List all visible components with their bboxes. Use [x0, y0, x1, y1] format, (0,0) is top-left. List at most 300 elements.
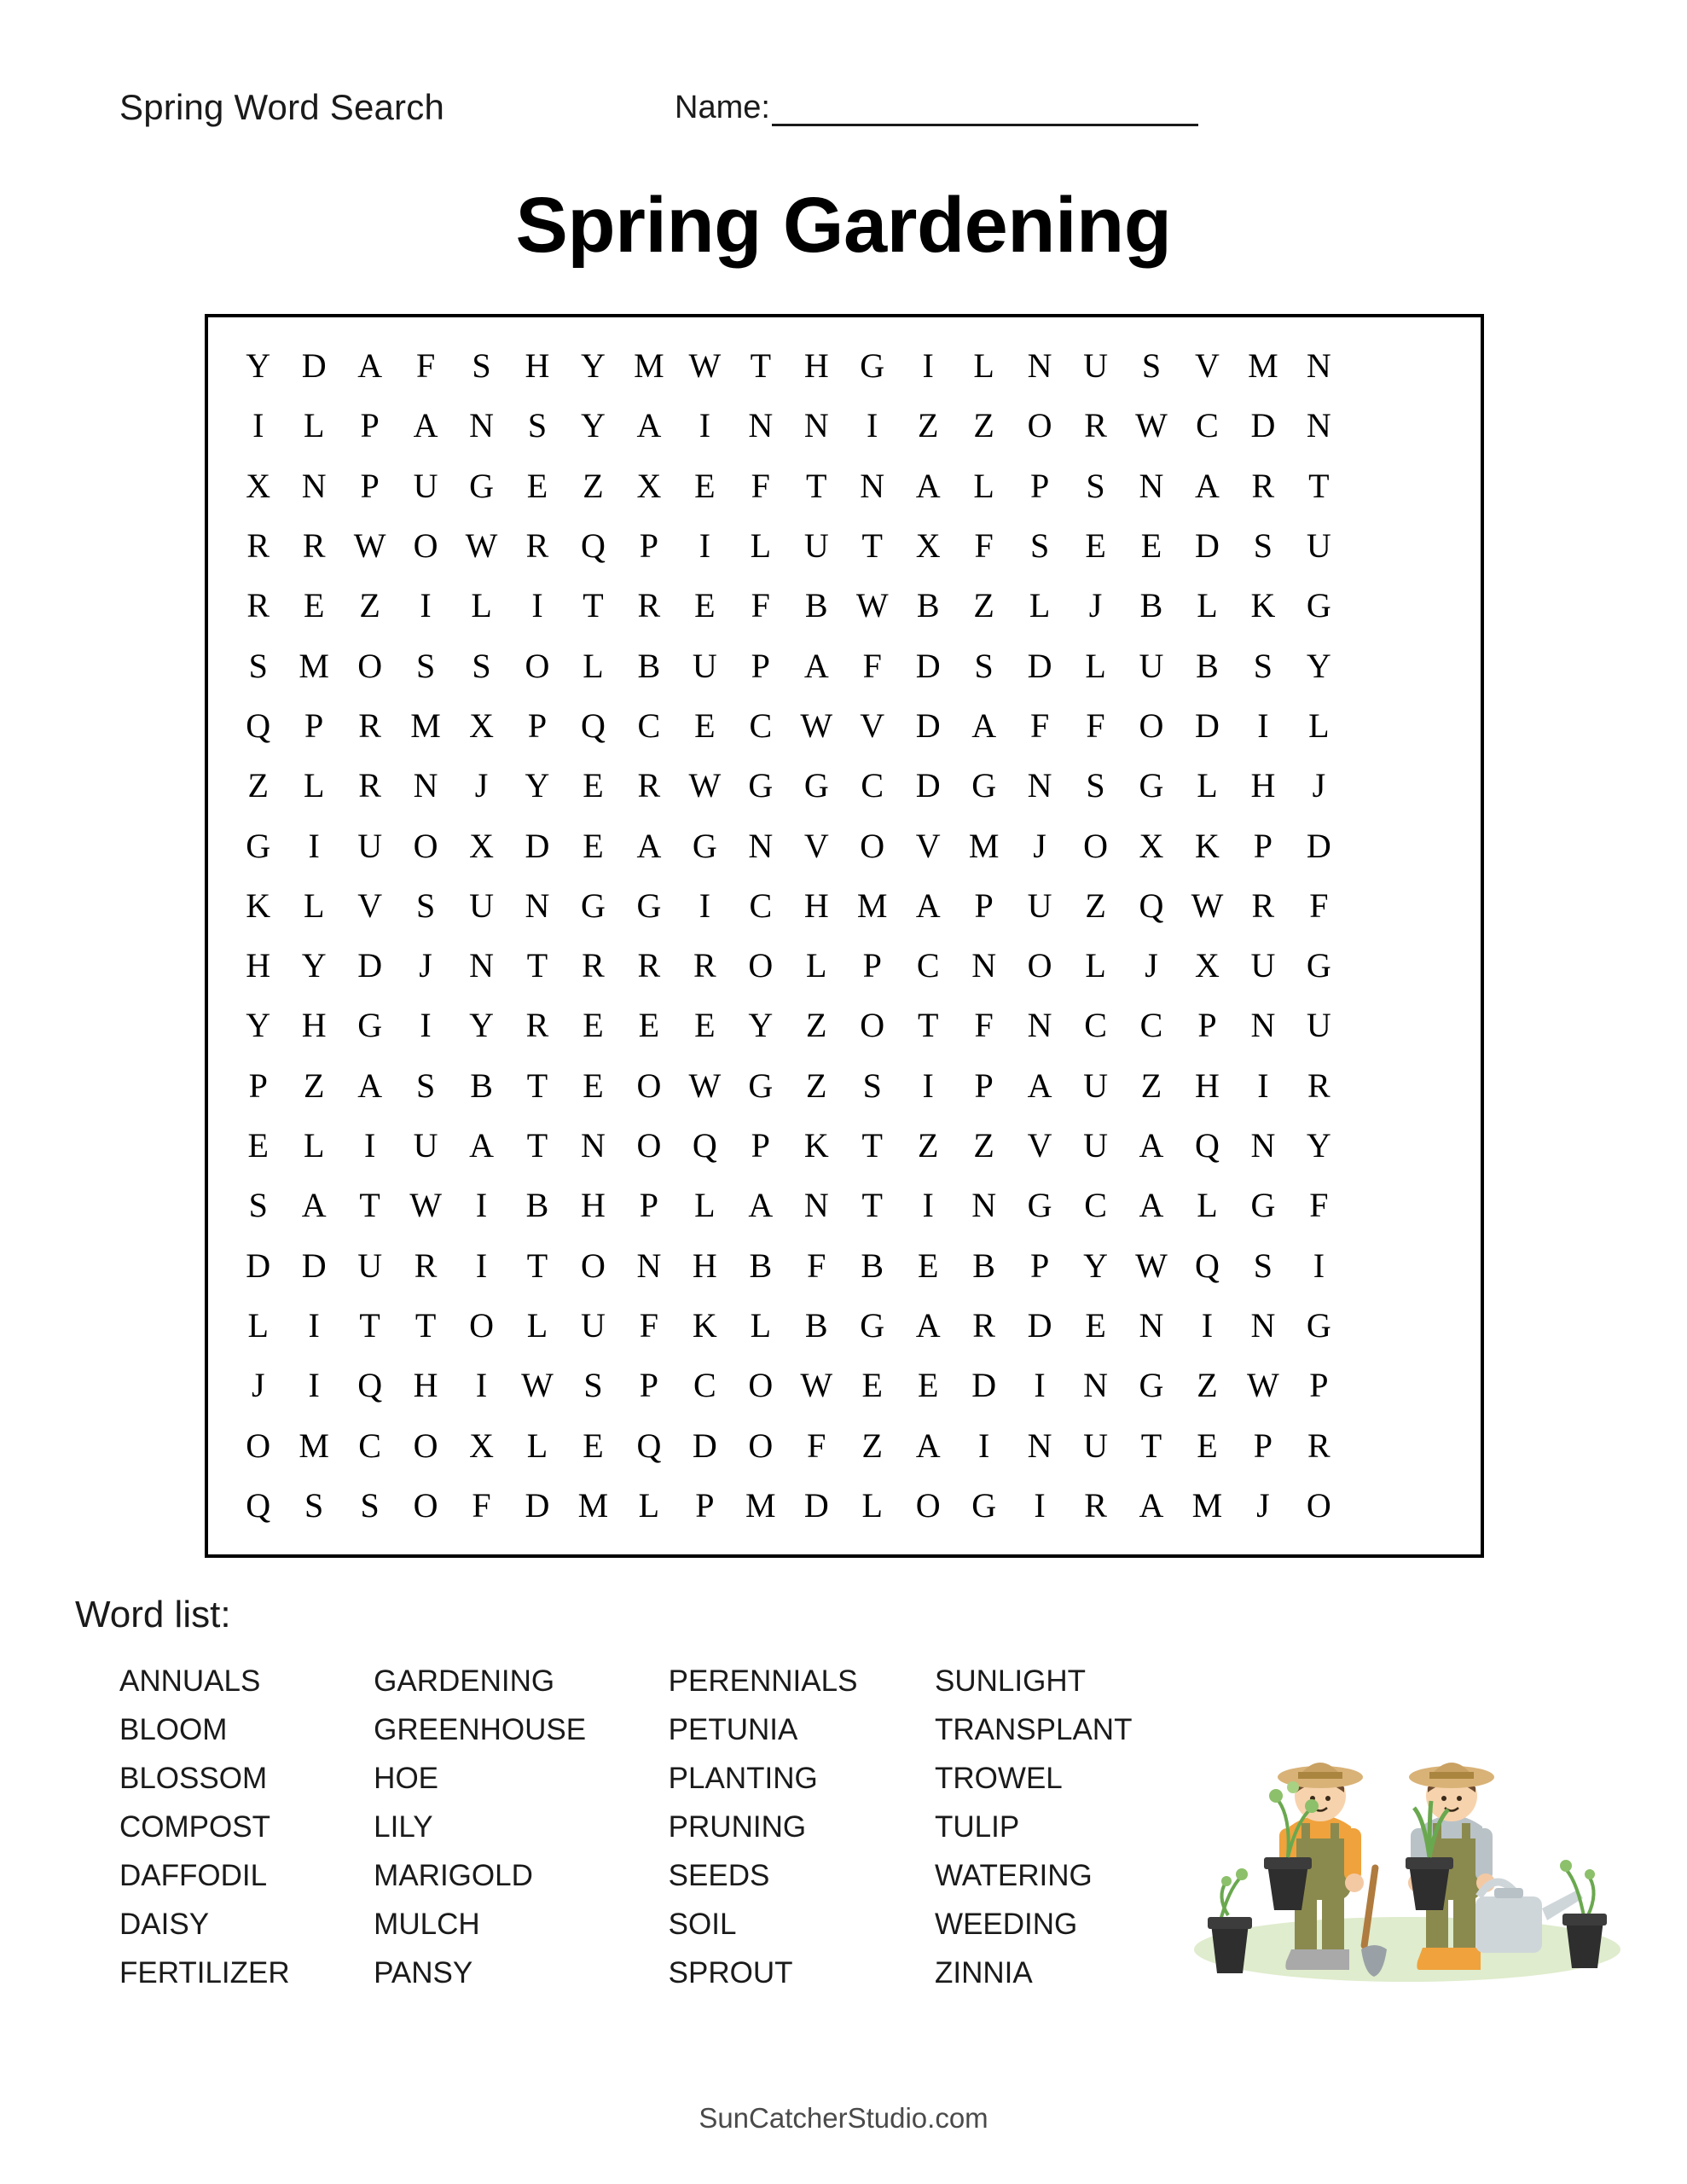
grid-cell[interactable]: B: [861, 1246, 884, 1285]
grid-cell[interactable]: I: [922, 346, 934, 386]
grid-cell[interactable]: O: [357, 646, 383, 685]
name-input-line[interactable]: [772, 95, 1198, 126]
grid-cell[interactable]: O: [1139, 706, 1164, 745]
grid-cell[interactable]: E: [694, 466, 716, 505]
grid-cell[interactable]: Z: [917, 1126, 939, 1165]
grid-cell[interactable]: I: [475, 1186, 488, 1225]
grid-cell[interactable]: B: [972, 1246, 995, 1285]
grid-cell[interactable]: Z: [303, 1066, 325, 1105]
grid-cell[interactable]: P: [1253, 826, 1273, 865]
grid-cell[interactable]: Q: [581, 526, 606, 566]
grid-cell[interactable]: S: [472, 646, 491, 685]
grid-cell[interactable]: Z: [917, 406, 939, 445]
grid-cell[interactable]: M: [1191, 1485, 1223, 1525]
grid-cell[interactable]: T: [526, 1066, 548, 1105]
grid-cell[interactable]: A: [636, 406, 662, 445]
grid-cell[interactable]: I: [922, 1066, 934, 1105]
grid-cell[interactable]: T: [359, 1305, 380, 1345]
grid-cell[interactable]: B: [1139, 586, 1163, 625]
grid-cell[interactable]: N: [748, 826, 774, 865]
grid-cell[interactable]: L: [1308, 706, 1330, 745]
grid-cell[interactable]: U: [1083, 346, 1108, 386]
grid-cell[interactable]: G: [748, 1066, 774, 1105]
grid-cell[interactable]: E: [917, 1246, 939, 1285]
grid-cell[interactable]: I: [363, 1126, 376, 1165]
grid-cell[interactable]: N: [971, 1186, 997, 1225]
grid-cell[interactable]: I: [531, 586, 543, 625]
grid-cell[interactable]: Q: [246, 1485, 271, 1525]
grid-cell[interactable]: B: [916, 586, 940, 625]
grid-cell[interactable]: P: [695, 1485, 715, 1525]
grid-cell[interactable]: E: [583, 1426, 604, 1465]
grid-cell[interactable]: W: [521, 1366, 554, 1405]
grid-cell[interactable]: D: [1306, 826, 1331, 865]
grid-cell[interactable]: Y: [1306, 646, 1331, 685]
grid-cell[interactable]: S: [415, 886, 436, 925]
grid-cell[interactable]: D: [246, 1246, 271, 1285]
grid-cell[interactable]: D: [915, 706, 941, 745]
grid-cell[interactable]: I: [1313, 1246, 1325, 1285]
grid-cell[interactable]: P: [304, 706, 324, 745]
grid-cell[interactable]: Z: [973, 586, 994, 625]
grid-cell[interactable]: Q: [1139, 886, 1164, 925]
grid-cell[interactable]: D: [915, 766, 941, 805]
grid-cell[interactable]: C: [693, 1366, 716, 1405]
grid-cell[interactable]: A: [357, 346, 383, 386]
grid-cell[interactable]: C: [916, 946, 940, 985]
grid-cell[interactable]: D: [692, 1426, 717, 1465]
grid-cell[interactable]: O: [1027, 406, 1052, 445]
word-search-grid[interactable]: [205, 314, 1484, 1558]
grid-cell[interactable]: O: [413, 826, 438, 865]
grid-cell[interactable]: Z: [973, 1126, 994, 1165]
grid-cell[interactable]: U: [1139, 646, 1164, 685]
grid-cell[interactable]: T: [1308, 466, 1330, 505]
grid-cell[interactable]: U: [1083, 1126, 1108, 1165]
grid-cell[interactable]: A: [748, 1186, 774, 1225]
grid-cell[interactable]: O: [246, 1426, 271, 1465]
grid-cell[interactable]: K: [246, 886, 271, 925]
grid-cell[interactable]: I: [1257, 1066, 1269, 1105]
grid-cell[interactable]: P: [639, 526, 659, 566]
grid-cell[interactable]: P: [639, 1366, 659, 1405]
grid-cell[interactable]: R: [1307, 1426, 1330, 1465]
grid-cell[interactable]: E: [583, 826, 604, 865]
grid-cell[interactable]: G: [860, 346, 885, 386]
grid-cell[interactable]: A: [915, 886, 941, 925]
grid-cell[interactable]: T: [806, 466, 827, 505]
grid-cell[interactable]: N: [1083, 1366, 1108, 1405]
grid-cell[interactable]: L: [694, 1186, 716, 1225]
grid-cell[interactable]: R: [1307, 1066, 1330, 1105]
grid-cell[interactable]: C: [861, 766, 884, 805]
grid-cell[interactable]: S: [472, 346, 491, 386]
grid-cell[interactable]: L: [526, 1305, 548, 1345]
grid-cell[interactable]: Z: [1140, 1066, 1162, 1105]
grid-cell[interactable]: A: [915, 1305, 941, 1345]
grid-cell[interactable]: N: [1139, 466, 1164, 505]
grid-cell[interactable]: Y: [748, 1006, 774, 1045]
grid-cell[interactable]: G: [1306, 946, 1331, 985]
grid-cell[interactable]: I: [699, 406, 711, 445]
grid-cell[interactable]: E: [917, 1366, 939, 1405]
grid-cell[interactable]: W: [1191, 886, 1224, 925]
grid-cell[interactable]: N: [581, 1126, 606, 1165]
grid-cell[interactable]: E: [583, 766, 604, 805]
grid-cell[interactable]: Q: [692, 1126, 717, 1165]
grid-cell[interactable]: S: [862, 1066, 882, 1105]
grid-cell[interactable]: G: [1027, 1186, 1052, 1225]
grid-cell[interactable]: V: [860, 706, 885, 745]
grid-cell[interactable]: X: [469, 706, 494, 745]
grid-cell[interactable]: Z: [806, 1066, 827, 1105]
grid-cell[interactable]: Q: [357, 1366, 383, 1405]
grid-cell[interactable]: T: [917, 1006, 939, 1045]
grid-cell[interactable]: A: [1139, 1485, 1164, 1525]
grid-cell[interactable]: Q: [636, 1426, 662, 1465]
grid-cell[interactable]: W: [800, 706, 833, 745]
grid-cell[interactable]: F: [1086, 706, 1105, 745]
grid-cell[interactable]: L: [1197, 766, 1218, 805]
grid-cell[interactable]: Y: [1306, 1126, 1331, 1165]
grid-cell[interactable]: R: [358, 766, 381, 805]
grid-cell[interactable]: M: [634, 346, 664, 386]
grid-cell[interactable]: U: [1083, 1066, 1108, 1105]
grid-cell[interactable]: Y: [246, 346, 271, 386]
grid-cell[interactable]: S: [1029, 526, 1050, 566]
grid-cell[interactable]: X: [915, 526, 941, 566]
grid-cell[interactable]: R: [414, 1246, 438, 1285]
grid-cell[interactable]: B: [1196, 646, 1219, 685]
grid-cell[interactable]: I: [1201, 1305, 1214, 1345]
grid-cell[interactable]: P: [360, 406, 380, 445]
grid-cell[interactable]: N: [1306, 346, 1331, 386]
grid-cell[interactable]: G: [469, 466, 494, 505]
grid-cell[interactable]: W: [1247, 1366, 1279, 1405]
grid-cell[interactable]: V: [1195, 346, 1220, 386]
grid-cell[interactable]: O: [636, 1126, 662, 1165]
grid-cell[interactable]: L: [861, 1485, 883, 1525]
grid-cell[interactable]: I: [1034, 1366, 1046, 1405]
grid-cell[interactable]: T: [750, 346, 772, 386]
grid-cell[interactable]: E: [1085, 1305, 1106, 1345]
grid-cell[interactable]: I: [475, 1366, 488, 1405]
grid-cell[interactable]: D: [301, 346, 327, 386]
grid-cell[interactable]: U: [692, 646, 717, 685]
grid-cell[interactable]: F: [415, 346, 436, 386]
grid-cell[interactable]: M: [577, 1485, 609, 1525]
grid-cell[interactable]: A: [636, 826, 662, 865]
grid-cell[interactable]: N: [301, 466, 327, 505]
grid-cell[interactable]: N: [1027, 766, 1052, 805]
grid-cell[interactable]: K: [692, 1305, 717, 1345]
grid-cell[interactable]: R: [525, 1006, 549, 1045]
grid-cell[interactable]: D: [357, 946, 383, 985]
grid-cell[interactable]: L: [303, 886, 325, 925]
grid-cell[interactable]: P: [248, 1066, 268, 1105]
grid-cell[interactable]: S: [304, 1485, 324, 1525]
grid-cell[interactable]: H: [581, 1186, 606, 1225]
grid-cell[interactable]: N: [1027, 1006, 1052, 1045]
grid-cell[interactable]: H: [692, 1246, 717, 1285]
grid-cell[interactable]: X: [636, 466, 662, 505]
grid-cell[interactable]: U: [469, 886, 494, 925]
grid-cell[interactable]: F: [974, 1006, 994, 1045]
grid-cell[interactable]: E: [694, 706, 716, 745]
grid-cell[interactable]: S: [415, 646, 436, 685]
grid-cell[interactable]: X: [469, 826, 494, 865]
grid-cell[interactable]: O: [748, 946, 774, 985]
grid-cell[interactable]: G: [860, 1305, 885, 1345]
grid-cell[interactable]: A: [469, 1126, 494, 1165]
grid-cell[interactable]: Q: [1195, 1126, 1220, 1165]
grid-cell[interactable]: G: [803, 766, 829, 805]
grid-cell[interactable]: Y: [581, 346, 606, 386]
grid-cell[interactable]: V: [803, 826, 829, 865]
grid-cell[interactable]: C: [1084, 1186, 1107, 1225]
grid-cell[interactable]: O: [915, 1485, 941, 1525]
grid-cell[interactable]: A: [915, 466, 941, 505]
grid-cell[interactable]: K: [803, 1126, 829, 1165]
grid-cell[interactable]: J: [1088, 586, 1103, 625]
grid-cell[interactable]: A: [803, 646, 829, 685]
grid-cell[interactable]: S: [1253, 526, 1273, 566]
grid-cell[interactable]: L: [1029, 586, 1051, 625]
grid-cell[interactable]: N: [1139, 1305, 1164, 1345]
grid-cell[interactable]: J: [251, 1366, 265, 1405]
grid-cell[interactable]: R: [637, 586, 661, 625]
grid-cell[interactable]: N: [469, 946, 494, 985]
grid-cell[interactable]: Z: [359, 586, 380, 625]
grid-cell[interactable]: N: [1250, 1305, 1276, 1345]
grid-cell[interactable]: A: [1139, 1126, 1164, 1165]
grid-cell[interactable]: L: [1085, 946, 1106, 985]
grid-cell[interactable]: G: [692, 826, 717, 865]
grid-cell[interactable]: D: [915, 646, 941, 685]
grid-cell[interactable]: A: [1139, 1186, 1164, 1225]
grid-cell[interactable]: D: [1195, 526, 1220, 566]
grid-cell[interactable]: P: [862, 946, 882, 985]
grid-cell[interactable]: X: [246, 466, 271, 505]
grid-cell[interactable]: K: [1195, 826, 1220, 865]
grid-cell[interactable]: Z: [806, 1006, 827, 1045]
grid-cell[interactable]: O: [413, 1426, 438, 1465]
grid-cell[interactable]: H: [246, 946, 271, 985]
grid-cell[interactable]: M: [856, 886, 888, 925]
grid-cell[interactable]: W: [353, 526, 386, 566]
grid-cell[interactable]: Y: [469, 1006, 494, 1045]
grid-cell[interactable]: I: [699, 886, 711, 925]
grid-cell[interactable]: O: [860, 826, 885, 865]
grid-cell[interactable]: D: [1195, 706, 1220, 745]
grid-cell[interactable]: R: [1084, 1485, 1107, 1525]
grid-cell[interactable]: O: [748, 1426, 774, 1465]
grid-cell[interactable]: F: [639, 1305, 659, 1345]
grid-cell[interactable]: J: [1256, 1485, 1270, 1525]
grid-cell[interactable]: N: [636, 1246, 662, 1285]
grid-cell[interactable]: P: [1309, 1366, 1329, 1405]
grid-cell[interactable]: Z: [247, 766, 269, 805]
grid-cell[interactable]: E: [694, 1006, 716, 1045]
grid-cell[interactable]: H: [803, 886, 829, 925]
grid-cell[interactable]: N: [803, 1186, 829, 1225]
grid-cell[interactable]: R: [525, 526, 549, 566]
grid-cell[interactable]: A: [1195, 466, 1220, 505]
grid-cell[interactable]: I: [922, 1186, 934, 1225]
grid-cell[interactable]: D: [525, 826, 550, 865]
grid-cell[interactable]: X: [469, 1426, 494, 1465]
grid-cell[interactable]: N: [1306, 406, 1331, 445]
grid-cell[interactable]: E: [1085, 526, 1106, 566]
grid-cell[interactable]: H: [1195, 1066, 1220, 1105]
grid-cell[interactable]: E: [583, 1066, 604, 1105]
grid-cell[interactable]: E: [1140, 526, 1162, 566]
grid-cell[interactable]: E: [303, 586, 325, 625]
grid-cell[interactable]: T: [359, 1186, 380, 1225]
grid-cell[interactable]: R: [637, 946, 661, 985]
grid-cell[interactable]: D: [525, 1485, 550, 1525]
grid-cell[interactable]: U: [1027, 886, 1052, 925]
grid-cell[interactable]: O: [860, 1006, 885, 1045]
grid-cell[interactable]: G: [971, 766, 997, 805]
grid-cell[interactable]: I: [252, 406, 264, 445]
grid-cell[interactable]: S: [583, 1366, 603, 1405]
grid-cell[interactable]: T: [526, 946, 548, 985]
grid-cell[interactable]: U: [413, 1126, 438, 1165]
grid-cell[interactable]: U: [413, 466, 438, 505]
grid-cell[interactable]: C: [358, 1426, 381, 1465]
grid-cell[interactable]: H: [413, 1366, 438, 1405]
grid-cell[interactable]: G: [971, 1485, 997, 1525]
grid-cell[interactable]: Y: [1083, 1246, 1108, 1285]
grid-cell[interactable]: L: [471, 586, 492, 625]
grid-cell[interactable]: D: [1250, 406, 1276, 445]
grid-cell[interactable]: F: [807, 1426, 826, 1465]
grid-cell[interactable]: I: [1257, 706, 1269, 745]
grid-cell[interactable]: R: [246, 526, 270, 566]
grid-cell[interactable]: P: [1197, 1006, 1217, 1045]
grid-cell[interactable]: P: [639, 1186, 659, 1225]
grid-cell[interactable]: D: [971, 1366, 997, 1405]
grid-cell[interactable]: B: [749, 1246, 773, 1285]
grid-cell[interactable]: C: [1084, 1006, 1107, 1045]
grid-cell[interactable]: S: [360, 1485, 380, 1525]
grid-cell[interactable]: E: [526, 466, 548, 505]
grid-cell[interactable]: N: [413, 766, 438, 805]
grid-cell[interactable]: R: [972, 1305, 995, 1345]
grid-cell[interactable]: C: [749, 706, 773, 745]
grid-cell[interactable]: G: [1306, 586, 1331, 625]
grid-cell[interactable]: J: [474, 766, 489, 805]
grid-cell[interactable]: L: [1197, 586, 1218, 625]
grid-cell[interactable]: F: [1029, 706, 1050, 745]
grid-cell[interactable]: Q: [581, 706, 606, 745]
grid-cell[interactable]: P: [1029, 1246, 1050, 1285]
grid-cell[interactable]: H: [803, 346, 829, 386]
grid-cell[interactable]: I: [308, 826, 320, 865]
grid-cell[interactable]: N: [748, 406, 774, 445]
grid-cell[interactable]: S: [1086, 466, 1105, 505]
grid-cell[interactable]: R: [358, 706, 381, 745]
grid-cell[interactable]: G: [748, 766, 774, 805]
grid-cell[interactable]: S: [248, 646, 268, 685]
grid-cell[interactable]: J: [1312, 766, 1326, 805]
grid-cell[interactable]: R: [246, 586, 270, 625]
grid-cell[interactable]: V: [1027, 1126, 1052, 1165]
grid-cell[interactable]: F: [807, 1246, 826, 1285]
grid-cell[interactable]: U: [1083, 1426, 1108, 1465]
grid-cell[interactable]: X: [1195, 946, 1220, 985]
grid-cell[interactable]: Y: [525, 766, 550, 805]
grid-cell[interactable]: C: [637, 706, 661, 745]
grid-cell[interactable]: N: [860, 466, 885, 505]
grid-cell[interactable]: L: [303, 1126, 325, 1165]
grid-cell[interactable]: U: [357, 826, 383, 865]
grid-cell[interactable]: S: [1141, 346, 1162, 386]
grid-cell[interactable]: G: [357, 1006, 383, 1045]
grid-cell[interactable]: L: [1085, 646, 1106, 685]
grid-cell[interactable]: B: [470, 1066, 493, 1105]
grid-cell[interactable]: L: [638, 1485, 660, 1525]
grid-cell[interactable]: O: [1083, 826, 1108, 865]
grid-cell[interactable]: N: [525, 886, 550, 925]
grid-cell[interactable]: C: [1139, 1006, 1163, 1045]
grid-cell[interactable]: R: [582, 946, 605, 985]
grid-cell[interactable]: S: [527, 406, 548, 445]
grid-cell[interactable]: L: [1197, 1186, 1218, 1225]
grid-cell[interactable]: L: [303, 406, 325, 445]
grid-cell[interactable]: A: [971, 706, 997, 745]
grid-cell[interactable]: I: [699, 526, 711, 566]
grid-cell[interactable]: I: [867, 406, 878, 445]
grid-cell[interactable]: U: [357, 1246, 383, 1285]
grid-cell[interactable]: H: [1250, 766, 1276, 805]
grid-cell[interactable]: N: [803, 406, 829, 445]
grid-cell[interactable]: W: [409, 1186, 442, 1225]
grid-cell[interactable]: Z: [973, 406, 994, 445]
grid-cell[interactable]: L: [583, 646, 604, 685]
grid-cell[interactable]: L: [973, 346, 994, 386]
grid-cell[interactable]: F: [472, 1485, 491, 1525]
grid-cell[interactable]: Z: [861, 1426, 883, 1465]
grid-cell[interactable]: W: [1135, 1246, 1168, 1285]
grid-cell[interactable]: U: [1306, 1006, 1331, 1045]
grid-cell[interactable]: F: [1309, 886, 1329, 925]
grid-cell[interactable]: W: [800, 1366, 833, 1405]
grid-cell[interactable]: E: [638, 1006, 660, 1045]
grid-cell[interactable]: N: [971, 946, 997, 985]
grid-cell[interactable]: W: [688, 346, 722, 386]
grid-cell[interactable]: O: [581, 1246, 606, 1285]
grid-cell[interactable]: R: [1251, 466, 1275, 505]
grid-cell[interactable]: T: [583, 586, 604, 625]
grid-cell[interactable]: A: [1027, 1066, 1052, 1105]
grid-cell[interactable]: P: [360, 466, 380, 505]
grid-cell[interactable]: A: [357, 1066, 383, 1105]
grid-cell[interactable]: E: [861, 1366, 883, 1405]
grid-cell[interactable]: O: [525, 646, 550, 685]
grid-cell[interactable]: O: [413, 1485, 438, 1525]
grid-cell[interactable]: U: [1306, 526, 1331, 566]
grid-cell[interactable]: L: [526, 1426, 548, 1465]
grid-cell[interactable]: M: [299, 646, 329, 685]
grid-cell[interactable]: T: [861, 526, 883, 566]
grid-cell[interactable]: E: [1197, 1426, 1218, 1465]
grid-cell[interactable]: N: [1027, 346, 1052, 386]
grid-cell[interactable]: N: [469, 406, 494, 445]
grid-cell[interactable]: A: [413, 406, 438, 445]
grid-cell[interactable]: N: [1027, 1426, 1052, 1465]
